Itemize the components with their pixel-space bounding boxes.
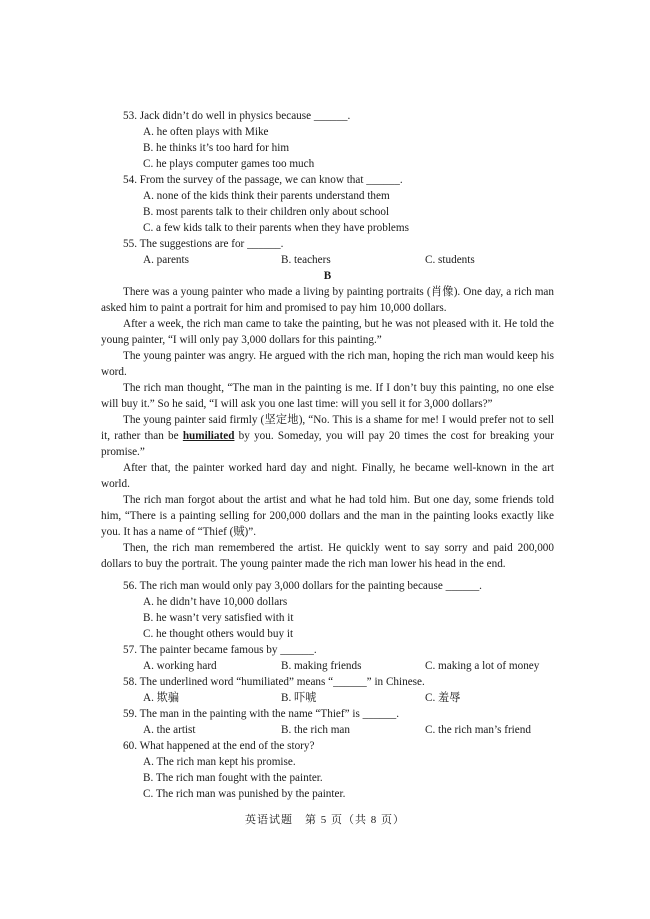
question-59-option-a: A. the artist <box>143 724 196 736</box>
question-57-stem: 57. The painter became famous by ______. <box>123 644 317 656</box>
question-57-option-a: A. working hard <box>143 660 217 672</box>
question-60-option-a: A. The rich man kept his promise. <box>143 756 296 768</box>
question-53-stem: 53. Jack didn’t do well in physics because ______. <box>123 110 351 122</box>
passage-paragraph-7: The rich man forgot about the artist and what he had told him. But one day, some friends told him, “There is a painting selling for 200,000 dollars and the man in the painting looks exactly like you. It has a name of “Thief (贼)”. <box>101 494 554 538</box>
question-58-option-a: A. 欺骗 <box>143 692 180 704</box>
question-59-options <box>101 722 554 738</box>
question-57-option-c: C. making a lot of money <box>425 660 540 672</box>
passage-paragraph-5 <box>101 412 554 460</box>
question-54-option-c: C. a few kids talk to their parents when they have problems <box>143 222 409 234</box>
question-60-option-c: C. The rich man was punished by the painter. <box>143 788 346 800</box>
question-57-options <box>101 658 554 674</box>
exam-page <box>101 108 554 802</box>
passage-paragraph-2: After a week, the rich man came to take the painting, but he was not pleased with it. He told the young painter, “I will only pay 3,000 dollars for this painting.” <box>101 318 554 346</box>
passage-paragraph-1: There was a young painter who made a living by painting portraits (肖像). One day, a rich man asked him to paint a portrait for him and promised to pay him 10,000 dollars. <box>101 286 554 314</box>
question-55-option-a: A. parents <box>143 254 189 266</box>
question-54-option-b: B. most parents talk to their children only about school <box>143 206 390 218</box>
question-55-stem: 55. The suggestions are for ______. <box>123 238 284 250</box>
page-footer: 英语试题 第 5 页（共 8 页） <box>245 814 405 826</box>
question-54-option-a: A. none of the kids think their parents understand them <box>143 190 390 202</box>
paragraph-5-text-before: The young painter said firmly (坚定地), “No. This is a shame for me! I would prefer not to sell it, rather than be <box>101 414 554 442</box>
question-56-stem: 56. The rich man would only pay 3,000 dollars for the painting because ______. <box>123 580 482 592</box>
question-55-option-b: B. teachers <box>281 254 331 266</box>
question-57-option-b: B. making friends <box>281 660 362 672</box>
question-55-option-c: C. students <box>425 254 475 266</box>
paragraph-5-text-after: by you. Someday, you will pay 20 times the cost for breaking your promise.” <box>101 430 554 458</box>
question-59-stem: 59. The man in the painting with the name “Thief” is ______. <box>123 708 399 720</box>
question-59-option-c: C. the rich man’s friend <box>425 724 531 736</box>
question-56-option-c: C. he thought others would buy it <box>143 628 294 640</box>
question-58-options <box>101 690 554 706</box>
question-53-option-b: B. he thinks it’s too hard for him <box>143 142 290 154</box>
question-60-option-b: B. The rich man fought with the painter. <box>143 772 323 784</box>
question-58-stem: 58. The underlined word “humiliated” means “______” in Chinese. <box>123 676 425 688</box>
question-53-option-a: A. he often plays with Mike <box>143 126 269 138</box>
question-53-option-c: C. he plays computer games too much <box>143 158 315 170</box>
question-60-stem: 60. What happened at the end of the story? <box>123 740 315 752</box>
question-59-option-b: B. the rich man <box>281 724 350 736</box>
passage-paragraph-6: After that, the painter worked hard day and night. Finally, he became well-known in the art world. <box>101 462 554 490</box>
question-56-option-b: B. he wasn’t very satisfied with it <box>143 612 294 624</box>
question-55-options <box>101 252 554 268</box>
passage-paragraph-4: The rich man thought, “The man in the painting is me. If I don’t buy this painting, no one else will buy it.” So he said, “I will ask you one last time: will you sell it for 3,000 dollars?” <box>101 382 554 410</box>
underlined-word-humiliated: humiliated <box>182 430 235 442</box>
question-54-stem: 54. From the survey of the passage, we can know that ______. <box>123 174 403 186</box>
question-58-option-c: C. 羞辱 <box>425 692 461 704</box>
passage-paragraph-3: The young painter was angry. He argued with the rich man, hoping the rich man would keep his word. <box>101 350 554 378</box>
question-58-option-b: B. 吓唬 <box>281 692 317 704</box>
section-b-heading: B <box>323 270 332 282</box>
question-56-option-a: A. he didn’t have 10,000 dollars <box>143 596 288 608</box>
passage-paragraph-8: Then, the rich man remembered the artist. He quickly went to say sorry and paid 200,000 dollars to buy the portrait. The young painter made the rich man lower his head in the end. <box>101 542 554 570</box>
